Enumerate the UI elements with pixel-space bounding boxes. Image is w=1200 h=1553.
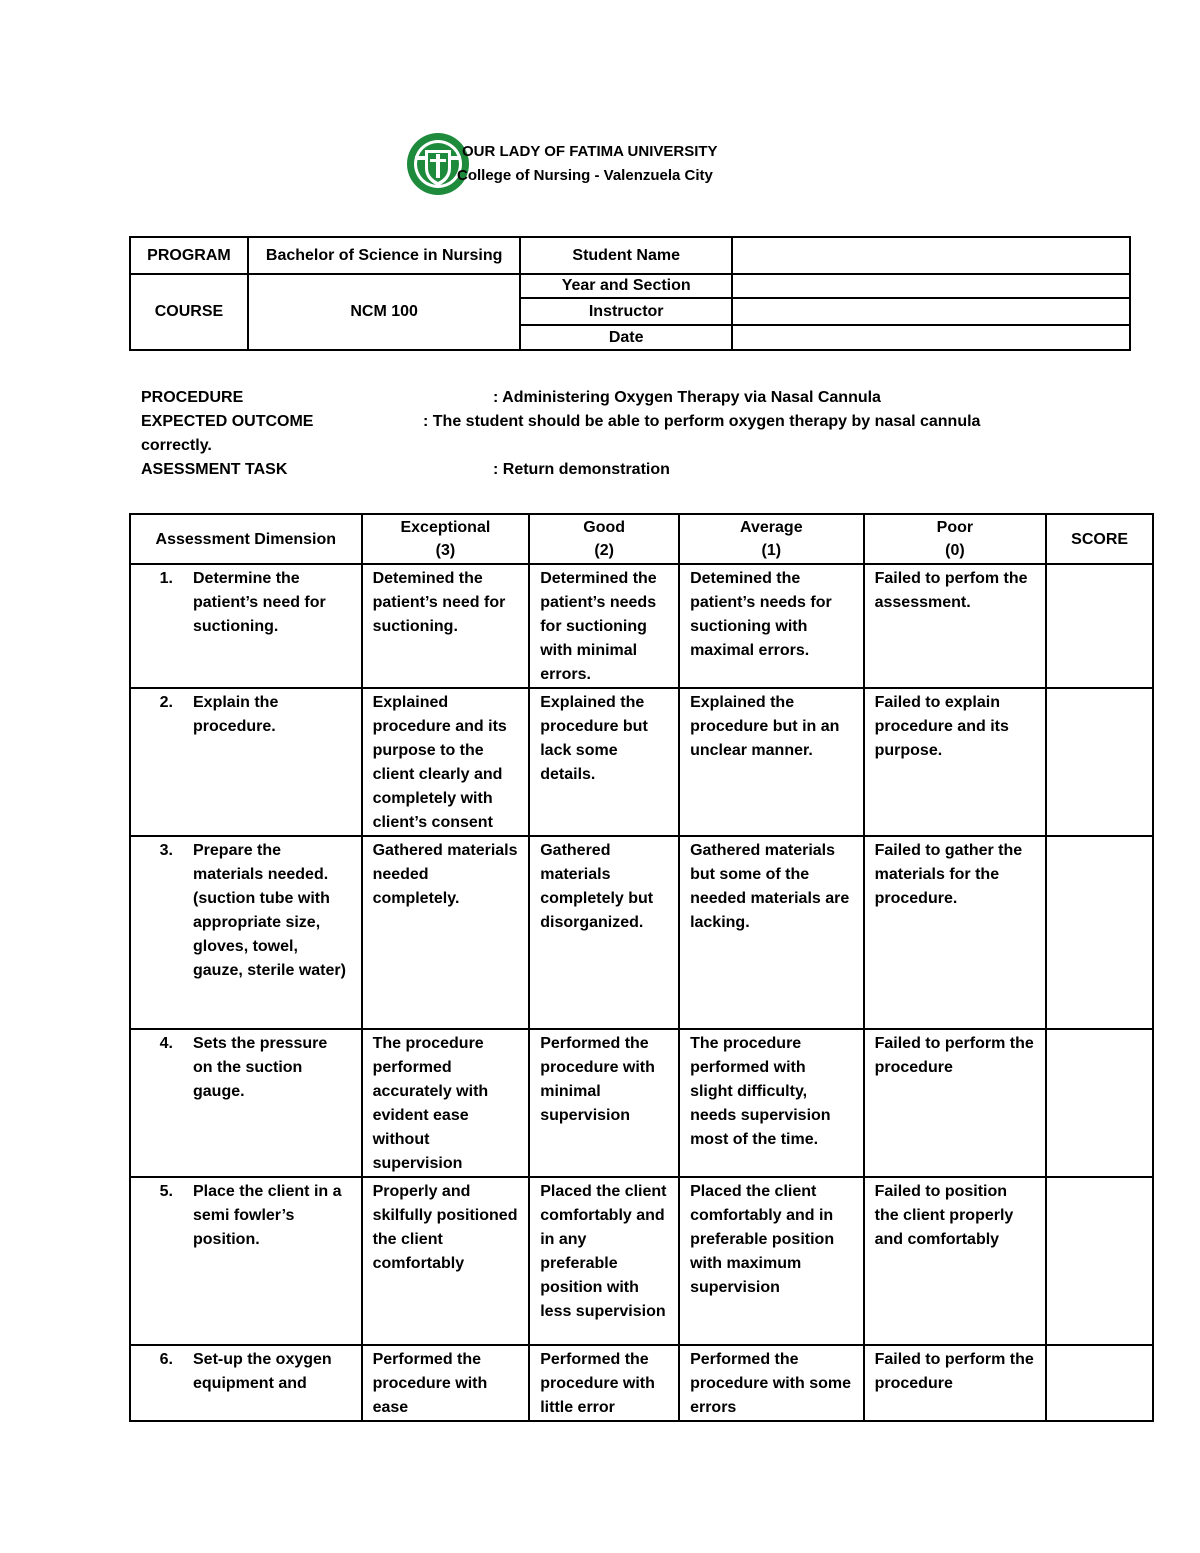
average-cell: Explained the procedure but in an unclear manner. — [679, 688, 864, 836]
score-cell[interactable] — [1046, 836, 1153, 1029]
year-section-label: Year and Section — [520, 274, 732, 298]
student-info-table — [129, 236, 1131, 351]
average-cell: Gathered materials but some of the needed materials are lacking. — [679, 836, 864, 1029]
procedure-value: : Administering Oxygen Therapy via Nasal Cannula — [493, 389, 881, 406]
dimension-cell: 2. Explain the procedure. — [130, 688, 362, 836]
score-cell[interactable] — [1046, 688, 1153, 836]
header-exceptional: Exceptional (3) — [362, 514, 530, 564]
poor-cell: Failed to perform the procedure — [864, 1029, 1047, 1177]
university-seal-icon — [405, 126, 471, 202]
score-cell[interactable] — [1046, 1345, 1153, 1421]
rubric-row — [130, 688, 1153, 836]
dimension-cell: 3. Prepare the materials needed. (suction tube with appropriate size, gloves, towel, gauze, sterile water) — [130, 836, 362, 1029]
header-poor: Poor (0) — [864, 514, 1047, 564]
exceptional-cell: Gathered materials needed completely. — [362, 836, 530, 1029]
good-cell: Placed the client comfortably and in any preferable position with less supervision — [529, 1177, 679, 1345]
header-assessment-dimension: Assessment Dimension — [130, 514, 362, 564]
header-good: Good (2) — [529, 514, 679, 564]
dimension-cell: 5. Place the client in a semi fowler’s position. — [130, 1177, 362, 1345]
course-label: COURSE — [130, 274, 248, 350]
program-label: PROGRAM — [130, 237, 248, 274]
document-header — [405, 126, 825, 206]
good-cell: Gathered materials completely but disorganized. — [529, 836, 679, 1029]
poor-cell: Failed to gather the materials for the procedure. — [864, 836, 1047, 1029]
rubric-table — [129, 513, 1154, 1422]
header-average: Average (1) — [679, 514, 864, 564]
university-name: OUR LADY OF FATIMA UNIVERSITY — [462, 143, 718, 160]
average-cell: Placed the client comfortably and in preferable position with maximum supervision — [679, 1177, 864, 1345]
average-cell: The procedure performed with slight difficulty, needs supervision most of the time. — [679, 1029, 864, 1177]
average-cell: Detemined the patient’s needs for suctioning with maximal errors. — [679, 564, 864, 688]
procedure-label: PROCEDURE — [141, 389, 244, 406]
dimension-cell: 6. Set-up the oxygen equipment and — [130, 1345, 362, 1421]
student-name-field[interactable] — [732, 237, 1130, 274]
good-cell: Explained the procedure but lack some details. — [529, 688, 679, 836]
good-cell: Performed the procedure with minimal supervision — [529, 1029, 679, 1177]
rubric-row — [130, 1029, 1153, 1177]
rubric-row — [130, 1177, 1153, 1345]
course-value: NCM 100 — [248, 274, 520, 350]
student-name-label: Student Name — [520, 237, 732, 274]
program-value: Bachelor of Science in Nursing — [248, 237, 520, 274]
date-label: Date — [520, 325, 732, 350]
instructor-field[interactable] — [732, 298, 1130, 325]
exceptional-cell: Properly and skilfully positioned the client comfortably — [362, 1177, 530, 1345]
year-section-field[interactable] — [732, 274, 1130, 298]
assessment-task-value: : Return demonstration — [493, 461, 670, 478]
poor-cell: Failed to perform the procedure — [864, 1345, 1047, 1421]
exceptional-cell: The procedure performed accurately with evident ease without supervision — [362, 1029, 530, 1177]
exceptional-cell: Explained procedure and its purpose to the client clearly and completely with client’s consent — [362, 688, 530, 836]
dimension-cell: 1. Determine the patient’s need for suctioning. — [130, 564, 362, 688]
expected-outcome-value: : The student should be able to perform oxygen therapy by nasal cannula — [423, 413, 981, 430]
rubric-row — [130, 1345, 1153, 1421]
good-cell: Performed the procedure with little error — [529, 1345, 679, 1421]
expected-outcome-continued: correctly. — [141, 437, 212, 454]
score-cell[interactable] — [1046, 1029, 1153, 1177]
date-field[interactable] — [732, 325, 1130, 350]
poor-cell: Failed to perfom the assessment. — [864, 564, 1047, 688]
good-cell: Determined the patient’s needs for suctioning with minimal errors. — [529, 564, 679, 688]
header-score: SCORE — [1046, 514, 1153, 564]
poor-cell: Failed to position the client properly and comfortably — [864, 1177, 1047, 1345]
exceptional-cell: Performed the procedure with ease — [362, 1345, 530, 1421]
rubric-row — [130, 836, 1153, 1029]
procedure-section — [141, 386, 1141, 482]
score-cell[interactable] — [1046, 564, 1153, 688]
rubric-row — [130, 564, 1153, 688]
assessment-task-label: ASESSMENT TASK — [141, 461, 288, 478]
score-cell[interactable] — [1046, 1177, 1153, 1345]
poor-cell: Failed to explain procedure and its purpose. — [864, 688, 1047, 836]
exceptional-cell: Detemined the patient’s need for suctioning. — [362, 564, 530, 688]
average-cell: Performed the procedure with some errors — [679, 1345, 864, 1421]
instructor-label: Instructor — [520, 298, 732, 325]
college-name: College of Nursing - Valenzuela City — [457, 167, 713, 184]
dimension-cell: 4. Sets the pressure on the suction gauge. — [130, 1029, 362, 1177]
expected-outcome-label: EXPECTED OUTCOME — [141, 413, 314, 430]
